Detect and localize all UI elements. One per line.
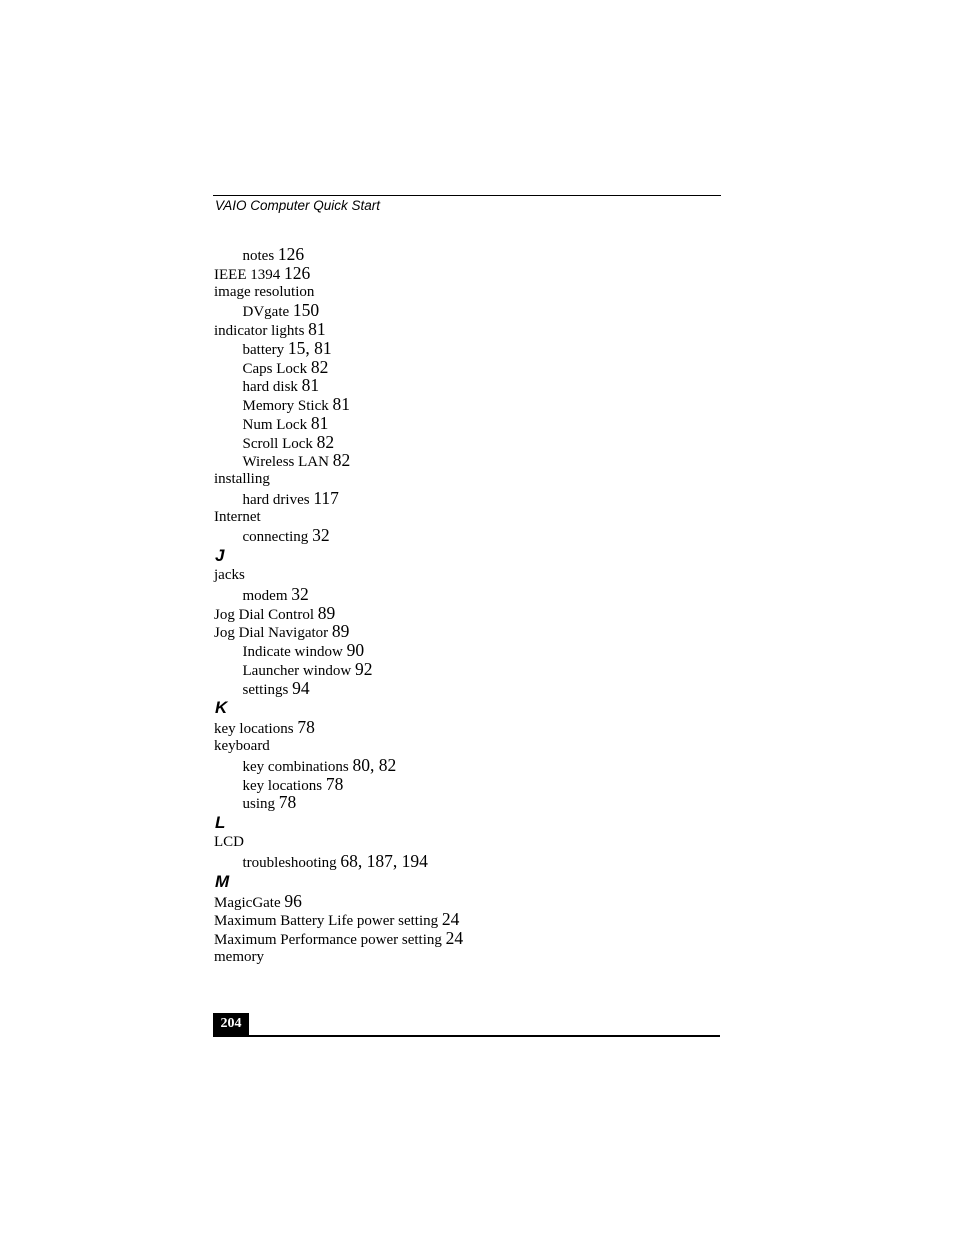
index-subentry [214, 852, 714, 871]
index-subentry [214, 660, 714, 679]
index-term: Maximum Performance power setting [214, 932, 442, 948]
index-list [214, 245, 714, 967]
index-subentry [214, 489, 714, 508]
index-term: jacks [214, 567, 245, 583]
index-term: settings [242, 681, 289, 698]
index-subentry [214, 414, 714, 433]
index-page-refs: 90 [346, 640, 365, 660]
index-section-letter: J [215, 546, 225, 565]
index-term: Caps Lock [242, 360, 308, 377]
index-subentry [214, 756, 714, 775]
header-rule [213, 195, 721, 196]
index-entry [214, 622, 714, 641]
index-term: IEEE 1394 [214, 266, 281, 283]
index-page-refs: 94 [292, 677, 310, 698]
index-page-refs: 117 [313, 487, 339, 508]
index-term: using [242, 796, 276, 813]
index-entry [214, 566, 714, 585]
index-term: Scroll Lock [242, 435, 313, 452]
index-page-refs: 78 [278, 792, 297, 813]
index-entry [214, 604, 714, 623]
index-page-refs: 78 [325, 773, 344, 794]
index-term: memory [214, 948, 264, 965]
index-subentry [214, 679, 714, 698]
index-term: MagicGate [214, 894, 281, 911]
index-section-letter: M [215, 871, 230, 891]
index-page-refs: 81 [308, 319, 326, 339]
index-term: Maximum Battery Life power setting [214, 913, 439, 930]
index-subentry [214, 585, 714, 604]
index-page-refs: 81 [301, 375, 320, 396]
index-page-refs: 32 [312, 525, 330, 546]
index-page-refs: 78 [297, 717, 315, 738]
index-entry [214, 892, 714, 911]
index-term: Indicate window [242, 644, 343, 660]
index-subentry [214, 395, 714, 414]
index-term: key combinations [242, 758, 349, 775]
index-term: troubleshooting [242, 854, 337, 871]
index-page-refs: 68, 187, 194 [340, 850, 428, 871]
index-entry [214, 737, 714, 756]
index-page-refs: 80, 82 [352, 754, 397, 775]
index-subentry [214, 433, 714, 452]
index-page-refs: 82 [332, 450, 351, 471]
index-term: installing [214, 471, 270, 487]
index-term: image resolution [214, 283, 315, 300]
index-term: Wireless LAN [242, 454, 329, 471]
index-term: notes [242, 248, 275, 264]
index-entry [214, 718, 714, 737]
index-page-refs: 126 [283, 262, 311, 283]
index-section-letter: L [215, 813, 226, 832]
index-term: Jog Dial Navigator [214, 625, 329, 642]
index-subentry [214, 641, 714, 660]
index-page-refs: 89 [331, 621, 350, 642]
index-page-refs: 81 [310, 412, 329, 433]
index-subentry [214, 526, 714, 545]
index-term: battery [242, 341, 285, 358]
index-entry [214, 283, 714, 302]
index-term: hard disk [242, 379, 298, 396]
index-page-refs: 81 [332, 394, 350, 414]
index-term: keyboard [214, 738, 270, 754]
index-page-refs: 24 [441, 909, 460, 930]
index-page-refs: 32 [291, 583, 309, 604]
index-term: hard drives [242, 491, 310, 508]
index-page-refs: 24 [445, 928, 464, 948]
index-term: Num Lock [242, 416, 308, 433]
index-term: LCD [214, 834, 244, 850]
index-term: indicator lights [214, 323, 305, 339]
footer-rule [213, 1035, 720, 1037]
index-entry [214, 470, 714, 489]
index-term: DVgate [242, 304, 290, 321]
index-term: key locations [242, 777, 323, 794]
index-entry [214, 833, 714, 852]
index-term: connecting [242, 529, 309, 546]
index-term: modem [242, 587, 288, 604]
index-subentry [214, 245, 714, 264]
index-page-refs: 82 [310, 356, 329, 377]
index-subentry [214, 301, 714, 320]
index-page-refs: 150 [292, 300, 320, 321]
index-entry [214, 508, 714, 527]
index-term: key locations [214, 721, 294, 738]
index-subentry [214, 451, 714, 470]
index-term: Internet [214, 508, 261, 525]
index-term: Launcher window [242, 662, 352, 679]
index-entry [214, 948, 714, 967]
page-number: 204 [213, 1013, 249, 1036]
index-subentry [214, 339, 714, 358]
index-subentry [214, 376, 714, 395]
index-page-refs: 82 [316, 431, 335, 452]
index-page-refs: 89 [317, 602, 336, 623]
index-entry [214, 929, 714, 948]
index-entry [214, 910, 714, 929]
index-section-letter: K [215, 698, 228, 718]
index-entry [214, 264, 714, 283]
index-subentry [214, 775, 714, 794]
running-header-title: VAIO Computer Quick Start [215, 198, 381, 213]
index-page-refs: 15, 81 [287, 337, 332, 358]
index-term: Jog Dial Control [214, 606, 314, 623]
index-term: Memory Stick [242, 398, 329, 414]
index-subentry [214, 793, 714, 812]
index-page-refs: 126 [277, 244, 305, 264]
index-subentry [214, 358, 714, 377]
index-page-refs: 92 [354, 658, 373, 679]
index-entry [214, 320, 714, 339]
index-page-refs: 96 [284, 890, 302, 911]
